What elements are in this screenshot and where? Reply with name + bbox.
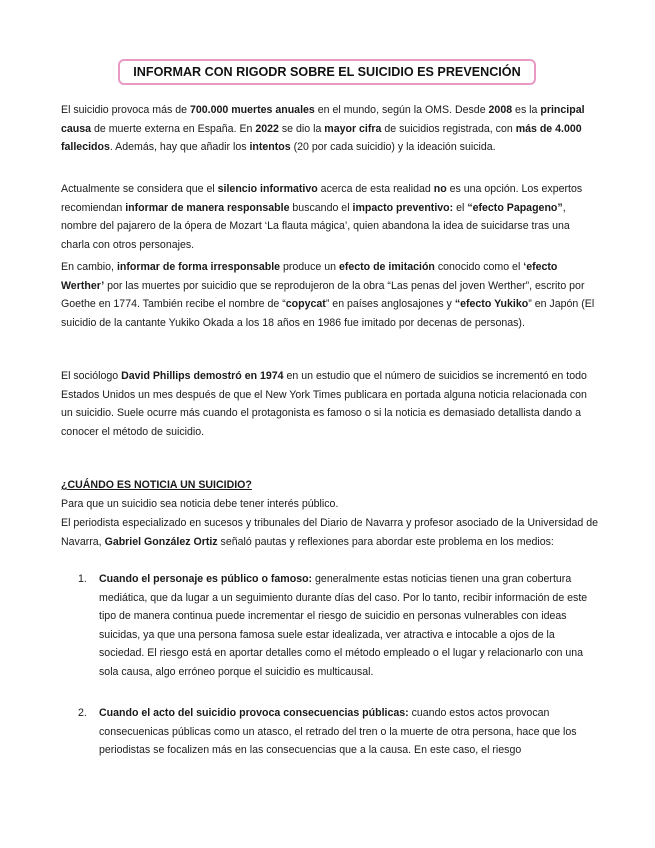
bold-text: “efecto Papageno” (467, 201, 563, 214)
intro-line: Para que un suicidio sea noticia debe tener interés público. (61, 498, 339, 510)
list-number: 1. (78, 573, 87, 585)
bold-text: informar de manera responsable (125, 201, 290, 214)
list-number: 2. (78, 707, 87, 719)
bold-text: más de 4.000 fallecidos (61, 122, 582, 153)
list-item (78, 570, 598, 681)
bold-text: no (433, 183, 447, 195)
paragraph-statistics: El suicidio provoca más de 700.000 muertes anuales en el mundo, según la OMS. Desde 2008 es la principal causa de muerte externa en España. En 2022 se dio la mayor cifra de suicidios registrada, con más de 4.000 fallecidos. Además, hay que añadir los intentos (20 por cada suicidio) y la ideación suicida. (61, 104, 585, 153)
bold-text: Cuando el acto del suicidio provoca consecuencias públicas: (99, 707, 409, 719)
bold-text: principal causa (61, 104, 585, 135)
list-item-text: Cuando el acto del suicidio provoca consecuencias públicas: cuando estos actos provocan consecuenicas públicas como un atasco, el retrado del tren o la muerte de otra persona, hace que los periodistas se focalizen más en las consecuencias que a la causa. En este caso, el riesgo (99, 707, 577, 756)
section-heading: ¿CUÁNDO ES NOTICIA UN SUICIDIO? (61, 479, 252, 491)
bold-text: efecto de imitación (338, 261, 435, 273)
bold-text: Cuando el personaje es público o famoso: (99, 573, 313, 585)
bold-text: 2022 (255, 122, 279, 135)
bold-text: silencio informativo (217, 183, 318, 195)
paragraph-gonzalez-ortiz: El periodista especializado en sucesos y tribunales del Diario de Navarra y profesor asociado de la Universidad de Navarra, Gabriel González Ortiz señaló pautas y reflexiones para abordar este problema en los medios: (61, 517, 599, 548)
bold-text: ‘efecto Werther’ (61, 261, 558, 292)
bold-text: intentos (249, 141, 291, 153)
document-title: INFORMAR CON RIGODR SOBRE EL SUICIDIO ES PREVENCIÓN (118, 59, 536, 85)
paragraph-papageno-effect: Actualmente se considera que el silencio informativo acerca de esta realidad no es una opción. Los expertos recomiendan informar de manera responsable buscando el impacto preventivo: el “efecto Papageno”, nombre del pajarero de la ópera de Mozart ‘La flauta mágica’, quien abandona la idea de suicidarse tras una charla con otros personajes. (61, 183, 583, 251)
bold-text: 700.000 muertes anuales (189, 104, 315, 116)
bold-text: mayor cifra (324, 122, 382, 135)
list-item (78, 704, 598, 760)
bold-text: impacto preventivo: (352, 201, 454, 214)
paragraph-werther-effect: En cambio, informar de forma irresponsable produce un efecto de imitación conocido como el ‘efecto Werther’ por las muertes por suicidio que se reprodujeron de la obra “Las penas del joven Werther”, escrito por Goethe en 1774. También recibe el nombre de “copycat” en países anglosajones y “efecto Yukiko” en Japón (El suicidio de la cantante Yukiko Okada a los 18 años en 1986 fue imitado por decenas de personas). (61, 261, 595, 329)
bold-text: “efecto Yukiko (454, 298, 529, 310)
bold-text: informar de forma irresponsable (116, 261, 281, 273)
bold-text: Gabriel González Ortiz (104, 535, 218, 548)
bold-text: copycat (285, 298, 326, 310)
list-item-text: Cuando el personaje es público o famoso: generalmente estas noticias tienen una gran cobertura mediática, que da lugar a un seguimiento durante días del caso. Por lo tanto, recibir información de este tipo de manera continua puede incrementar el riesgo de suicidio en personas vulnerables con ideas suicidas, ya que una persona famosa suele estar idealizada, ver atractiva e intocable a ojos de la sociedad. El riesgo está en aportar detalles como el método empleado o el lugar y relacionarlo con una sola causa, algo erróneo porque el suicidio es multicausal. (99, 573, 588, 678)
paragraph-phillips-study: El sociólogo David Phillips demostró en 1974 en un estudio que el número de suicidios se incrementó en todo Estados Unidos un mes después de que el New York Times publicara en portada alguna noticia relacionada con un suicidio. Suele ocurre más cuando el protagonista es famoso o si la noticia es demasiado detallista dando a conocer el método de suicidio. (61, 370, 587, 438)
bold-text: 2008 (488, 104, 513, 116)
bold-text: David Phillips demostró en 1974 (121, 370, 284, 382)
